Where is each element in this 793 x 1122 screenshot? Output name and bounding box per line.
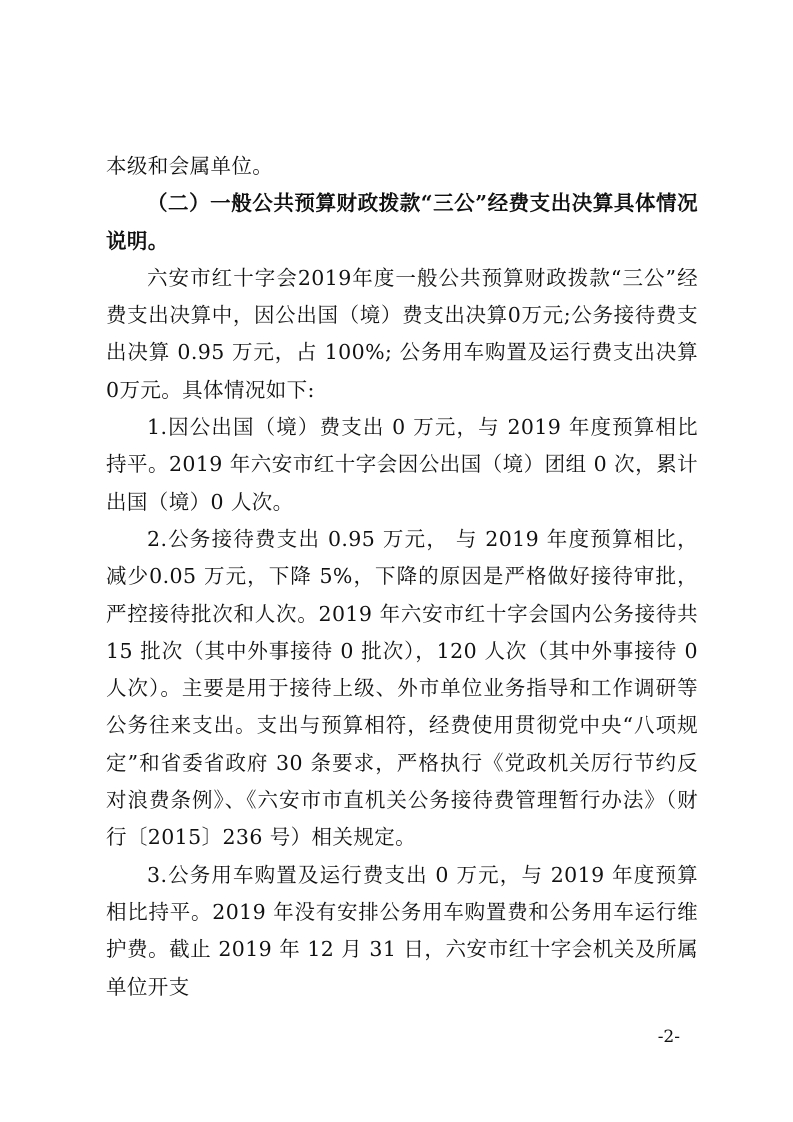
document-body: [106, 148, 698, 1006]
paragraph-item-3: 3.公务用车购置及运行费支出 0 万元，与 2019 年度预算相比持平。2019 年没有安排公务用车购置费和公务用车运行维护费。截止 2019 年 12 月 31 日，六安市红十字会机关及所属单位开支: [106, 862, 698, 999]
section-two-heading: （二）一般公共预算财政拨款“三公”经费支出决算具体情况说明。: [106, 191, 698, 253]
page-number: -2-: [657, 1027, 680, 1047]
paragraph-continuation: 本级和会属单位。: [106, 154, 274, 178]
paragraph-summary: 六安市红十字会2019年度一般公共预算财政拨款“三公”经费支出决算中，因公出国（境）费支出决算0万元;公务接待费支出决算 0.95 万元，占 100%; 公务用车购置及运行费支出决算 0万元。具体情况如下:: [106, 265, 698, 402]
paragraph-item-2: 2.公务接待费支出 0.95 万元， 与 2019 年度预算相比，减少0.05 万元，下降 5%，下降的原因是严格做好接待审批，严控接待批次和人次。2019 年六安市红十字会国内公务接待共 15 批次（其中外事接待 0 批次），120 人次（其中外事接待 0 人次）。主要是用于接待上级、外市单位业务指导和工作调研等公务往来支出。支出与预算相符，经费使用贯彻党中央“八项规定”和省委省政府 30 条要求，严格执行《党政机关厉行节约反对浪费条例》、《六安市市直机关公务接待费管理暂行办法》（财行〔2015〕236 号）相关规定。: [106, 526, 698, 850]
paragraph-item-1: 1.因公出国（境）费支出 0 万元，与 2019 年度预算相比持平。2019 年六安市红十字会因公出国（境）团组 0 次，累计出国（境）0 人次。: [106, 415, 698, 514]
